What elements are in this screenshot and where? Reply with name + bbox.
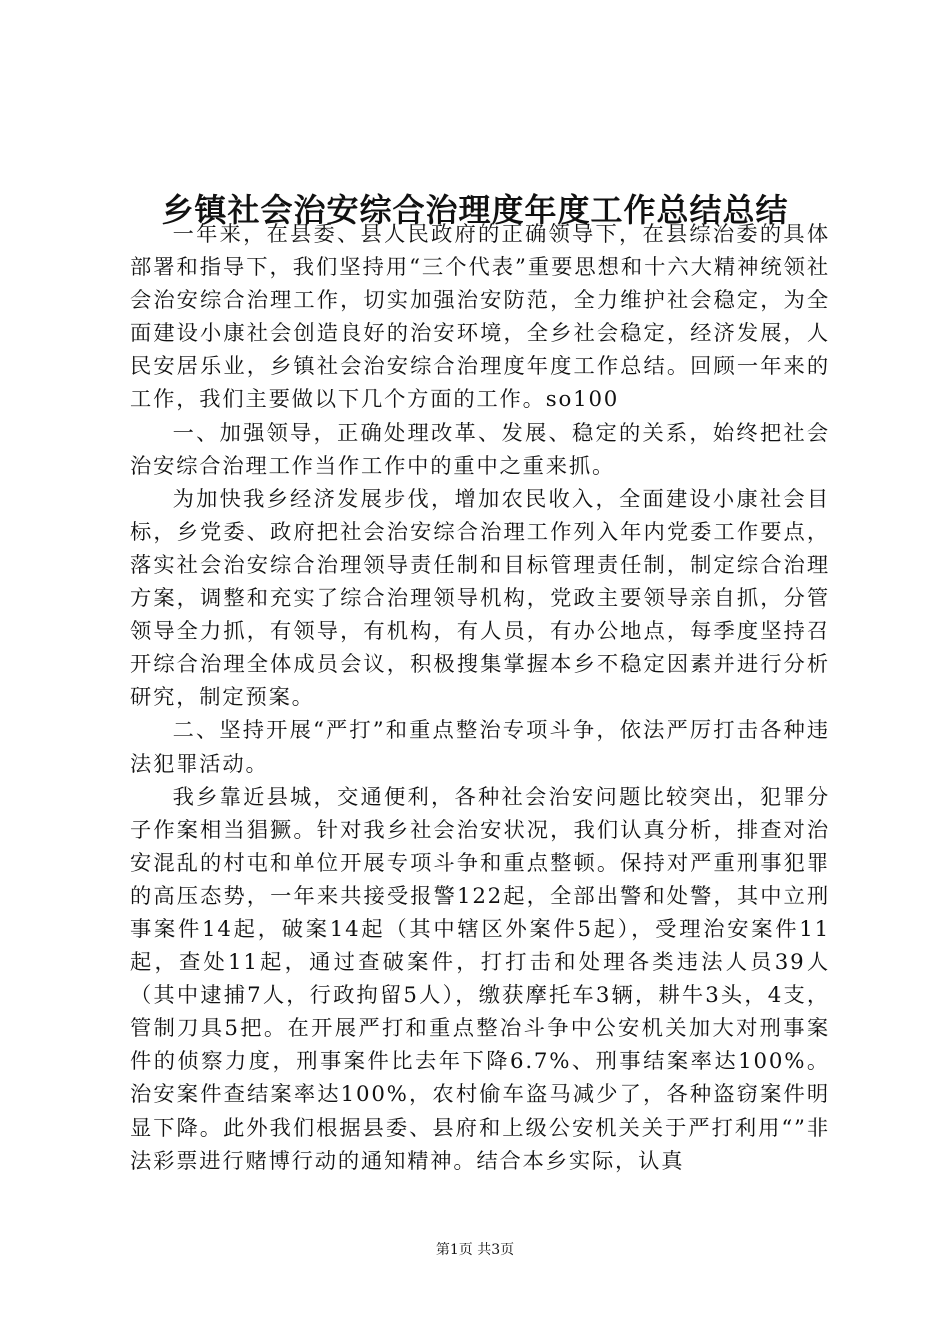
document-body: [130, 218, 830, 1178]
body-paragraph: 一、加强领导，正确处理改革、发展、稳定的关系，始终把社会治安综合治理工作当作工作中的重中之重来抓。: [130, 420, 830, 479]
body-paragraph: 我乡靠近县城，交通便利，各种社会治安问题比较突出，犯罪分子作案相当猖獗。针对我乡社会治安状况，我们认真分析，排查对治安混乱的村屯和单位开展专项斗争和重点整顿。保持对严重刑事犯罪的高压态势，一年来共接受报警122起，全部出警和处警，其中立刑事案件14起，破案14起（其中辖区外案件5起），受理治安案件11起，查处11起，通过查破案件，打打击和处理各类违法人员39人（其中逮捕7人，行政拘留5人），缴获摩托车3辆，耕牛3头，4支，管制刀具5把。在开展严打和重点整冶斗争中公安机关加大对刑事案件的侦察力度，刑事案件比去年下降6.7%、刑事结案率达100%。治安案件查结案率达100%，农村偷车盗马减少了，各种盗窃案件明显下降。此外我们根据县委、县府和上级公安机关关于严打利用“”非法彩票进行赌博行动的通知精神。结合本乡实际，认真: [130, 784, 830, 1174]
body-paragraph: 为加快我乡经济发展步伐，增加农民收入，全面建设小康社会目标，乡党委、政府把社会治安综合治理工作列入年内党委工作要点，落实社会治安综合治理领导责任制和目标管理责任制，制定综合治理方案，调整和充实了综合治理领导机构，党政主要领导亲自抓，分管领导全力抓，有领导，有机构，有人员，有办公地点，每季度坚持召开综合治理全体成员会议，积极搜集掌握本乡不稳定因素并进行分析研究，制定预案。: [130, 486, 830, 711]
page-footer: 第1页 共3页: [435, 1242, 515, 1258]
document-title: 乡镇社会治安综合治理度年度工作总结总结: [161, 191, 789, 229]
body-paragraph: 一年来，在县委、县人民政府的正确领导下，在县综治委的具体部署和指导下，我们坚持用“三个代表”重要思想和十六大精神统领社会治安综合治理工作，切实加强治安防范，全力维护社会稳定，为全面建设小康社会创造良好的治安环境，全乡社会稳定，经济发展，人民安居乐业，乡镇社会治安综合治理度年度工作总结。回顾一年来的工作，我们主要做以下几个方面的工作。so100: [130, 222, 830, 413]
body-paragraph: 二、坚持开展“严打”和重点整治专项斗争，依法严厉打击各种违法犯罪活动。: [130, 718, 830, 777]
